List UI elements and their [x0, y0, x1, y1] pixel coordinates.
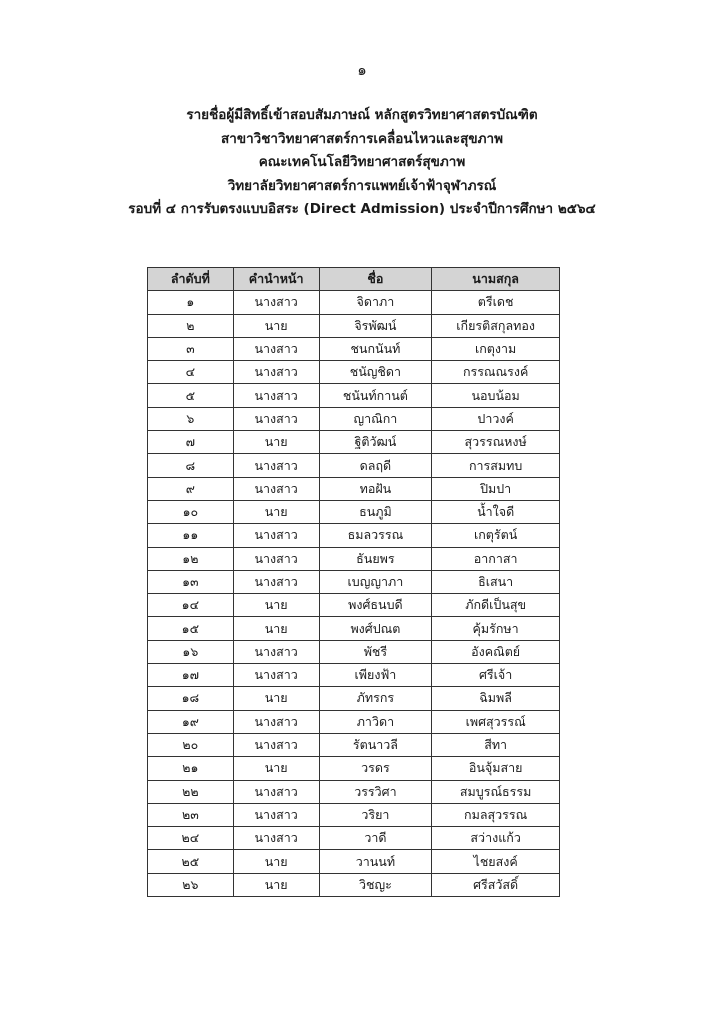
first-name-cell: พงศ์ปณต — [319, 617, 432, 640]
prefix-cell: นาย — [233, 431, 319, 454]
prefix-cell: นางสาว — [233, 803, 319, 826]
table-row — [148, 873, 560, 896]
prefix-cell: นางสาว — [233, 454, 319, 477]
page-number: ๑ — [357, 61, 367, 79]
last-name-cell: ภักดีเป็นสุข — [432, 594, 560, 617]
order-cell: ๖ — [148, 407, 234, 430]
order-cell: ๒๔ — [148, 827, 234, 850]
last-name-cell: ปาวงค์ — [432, 407, 560, 430]
last-name-cell: ศรีสวัสดิ์ — [432, 873, 560, 896]
prefix-cell: นางสาว — [233, 477, 319, 500]
prefix-cell: นางสาว — [233, 384, 319, 407]
last-name-cell: ตรีเดช — [432, 291, 560, 314]
first-name-cell: ภัทรกร — [319, 687, 432, 710]
prefix-cell: นางสาว — [233, 640, 319, 663]
order-cell: ๒๓ — [148, 803, 234, 826]
heading-line-3: คณะเทคโนโลยีวิทยาศาสตร์สุขภาพ — [258, 154, 466, 170]
last-name-cell: เกียรติสกุลทอง — [432, 314, 560, 337]
prefix-cell: นาย — [233, 873, 319, 896]
last-name-cell: การสมทบ — [432, 454, 560, 477]
table-row — [148, 640, 560, 663]
order-cell: ๑๔ — [148, 594, 234, 617]
table-row — [148, 407, 560, 430]
order-cell: ๑๕ — [148, 617, 234, 640]
first-name-cell: ธนภูมิ — [319, 500, 432, 523]
prefix-cell: นาย — [233, 850, 319, 873]
last-name-cell: เกตุงาม — [432, 337, 560, 360]
order-cell: ๑๓ — [148, 570, 234, 593]
last-name-cell: ปิมปา — [432, 477, 560, 500]
order-cell: ๕ — [148, 384, 234, 407]
table-row — [148, 291, 560, 314]
prefix-cell: นาย — [233, 314, 319, 337]
prefix-cell: นาย — [233, 687, 319, 710]
last-name-cell: ธิเสนา — [432, 570, 560, 593]
last-name-cell: กรรณณรงค์ — [432, 361, 560, 384]
table-row — [148, 687, 560, 710]
first-name-cell: พัชรี — [319, 640, 432, 663]
table-row — [148, 454, 560, 477]
column-header-first-name: ชื่อ — [319, 268, 432, 291]
prefix-cell: นางสาว — [233, 664, 319, 687]
prefix-cell: นางสาว — [233, 337, 319, 360]
order-cell: ๒ — [148, 314, 234, 337]
last-name-cell: สว่างแก้ว — [432, 827, 560, 850]
table-row — [148, 617, 560, 640]
first-name-cell: จิดาภา — [319, 291, 432, 314]
order-cell: ๒๑ — [148, 757, 234, 780]
order-cell: ๒๒ — [148, 780, 234, 803]
order-cell: ๘ — [148, 454, 234, 477]
table-body — [148, 291, 560, 897]
order-cell: ๑๖ — [148, 640, 234, 663]
table-row — [148, 827, 560, 850]
prefix-cell: นางสาว — [233, 570, 319, 593]
prefix-cell: นางสาว — [233, 547, 319, 570]
table-row — [148, 314, 560, 337]
first-name-cell: ชนัญชิดา — [319, 361, 432, 384]
table-row — [148, 570, 560, 593]
order-cell: ๔ — [148, 361, 234, 384]
order-cell: ๑๑ — [148, 524, 234, 547]
first-name-cell: รัตนาวลี — [319, 733, 432, 756]
last-name-cell: เกตุรัตน์ — [432, 524, 560, 547]
table-row — [148, 500, 560, 523]
first-name-cell: วริยา — [319, 803, 432, 826]
table-row — [148, 477, 560, 500]
table-header-row — [148, 268, 560, 291]
prefix-cell: นางสาว — [233, 407, 319, 430]
first-name-cell: ธันยพร — [319, 547, 432, 570]
prefix-cell: นาย — [233, 757, 319, 780]
table-row — [148, 524, 560, 547]
last-name-cell: คุ้มรักษา — [432, 617, 560, 640]
first-name-cell: เบญญาภา — [319, 570, 432, 593]
prefix-cell: นางสาว — [233, 291, 319, 314]
table-row — [148, 710, 560, 733]
prefix-cell: นางสาว — [233, 361, 319, 384]
order-cell: ๗ — [148, 431, 234, 454]
table-row — [148, 431, 560, 454]
first-name-cell: ภาวิดา — [319, 710, 432, 733]
order-cell: ๒๕ — [148, 850, 234, 873]
last-name-cell: กมลสุวรรณ — [432, 803, 560, 826]
first-name-cell: วาดี — [319, 827, 432, 850]
first-name-cell: พงศ์ธนบดี — [319, 594, 432, 617]
first-name-cell: ดลฤดี — [319, 454, 432, 477]
heading-line-5: รอบที่ ๔ การรับตรงแบบอิสระ (Direct Admission) ประจำปีการศึกษา ๒๕๖๔ — [128, 201, 596, 217]
first-name-cell: ธมลวรรณ — [319, 524, 432, 547]
first-name-cell: ชนกนันท์ — [319, 337, 432, 360]
heading-line-2: สาขาวิชาวิทยาศาสตร์การเคลื่อนไหวและสุขภาพ — [221, 130, 503, 147]
first-name-cell: ชนันท์กานต์ — [319, 384, 432, 407]
order-cell: ๑๙ — [148, 710, 234, 733]
last-name-cell: สุวรรณหงษ์ — [432, 431, 560, 454]
table-row — [148, 664, 560, 687]
prefix-cell: นางสาว — [233, 780, 319, 803]
order-cell: ๑๗ — [148, 664, 234, 687]
column-header-prefix: คำนำหน้า — [233, 268, 319, 291]
table-row — [148, 547, 560, 570]
last-name-cell: สมบูรณ์ธรรม — [432, 780, 560, 803]
last-name-cell: ศรีเจ้า — [432, 664, 560, 687]
table-row — [148, 337, 560, 360]
first-name-cell: ญาณิกา — [319, 407, 432, 430]
prefix-cell: นางสาว — [233, 524, 319, 547]
last-name-cell: น้ำใจดี — [432, 500, 560, 523]
table-row — [148, 361, 560, 384]
first-name-cell: ฐิติวัฒน์ — [319, 431, 432, 454]
table-row — [148, 757, 560, 780]
prefix-cell: นาย — [233, 594, 319, 617]
table-row — [148, 850, 560, 873]
first-name-cell: วิชญะ — [319, 873, 432, 896]
last-name-cell: นอบน้อม — [432, 384, 560, 407]
prefix-cell: นางสาว — [233, 733, 319, 756]
first-name-cell: วานนท์ — [319, 850, 432, 873]
order-cell: ๒๐ — [148, 733, 234, 756]
order-cell: ๒๖ — [148, 873, 234, 896]
last-name-cell: สีทา — [432, 733, 560, 756]
table-row — [148, 594, 560, 617]
table-row — [148, 384, 560, 407]
last-name-cell: อินจุ้มสาย — [432, 757, 560, 780]
prefix-cell: นางสาว — [233, 710, 319, 733]
prefix-cell: นางสาว — [233, 827, 319, 850]
order-cell: ๓ — [148, 337, 234, 360]
table-row — [148, 780, 560, 803]
first-name-cell: ทอฝัน — [319, 477, 432, 500]
last-name-cell: อากาสา — [432, 547, 560, 570]
order-cell: ๑๒ — [148, 547, 234, 570]
prefix-cell: นาย — [233, 500, 319, 523]
order-cell: ๑ — [148, 291, 234, 314]
last-name-cell: อังคณิตย์ — [432, 640, 560, 663]
heading-line-4: วิทยาลัยวิทยาศาสตร์การแพทย์เจ้าฟ้าจุฬาภรณ์ — [227, 177, 497, 194]
heading-line-1: รายชื่อผู้มีสิทธิ์เข้าสอบสัมภาษณ์ หลักสูตรวิทยาศาสตรบัณฑิต — [186, 107, 538, 123]
first-name-cell: จิรพัฒน์ — [319, 314, 432, 337]
first-name-cell: วรรวิศา — [319, 780, 432, 803]
order-cell: ๑๘ — [148, 687, 234, 710]
last-name-cell: ฉิมพลี — [432, 687, 560, 710]
first-name-cell: เพียงฟ้า — [319, 664, 432, 687]
prefix-cell: นาย — [233, 617, 319, 640]
last-name-cell: ไชยสงค์ — [432, 850, 560, 873]
last-name-cell: เพศสุวรรณ์ — [432, 710, 560, 733]
document-heading — [0, 104, 724, 222]
table-row — [148, 733, 560, 756]
first-name-cell: วรดร — [319, 757, 432, 780]
column-header-order: ลำดับที่ — [148, 268, 234, 291]
candidate-table — [147, 267, 560, 897]
table-row — [148, 803, 560, 826]
column-header-last-name: นามสกุล — [432, 268, 560, 291]
order-cell: ๙ — [148, 477, 234, 500]
order-cell: ๑๐ — [148, 500, 234, 523]
